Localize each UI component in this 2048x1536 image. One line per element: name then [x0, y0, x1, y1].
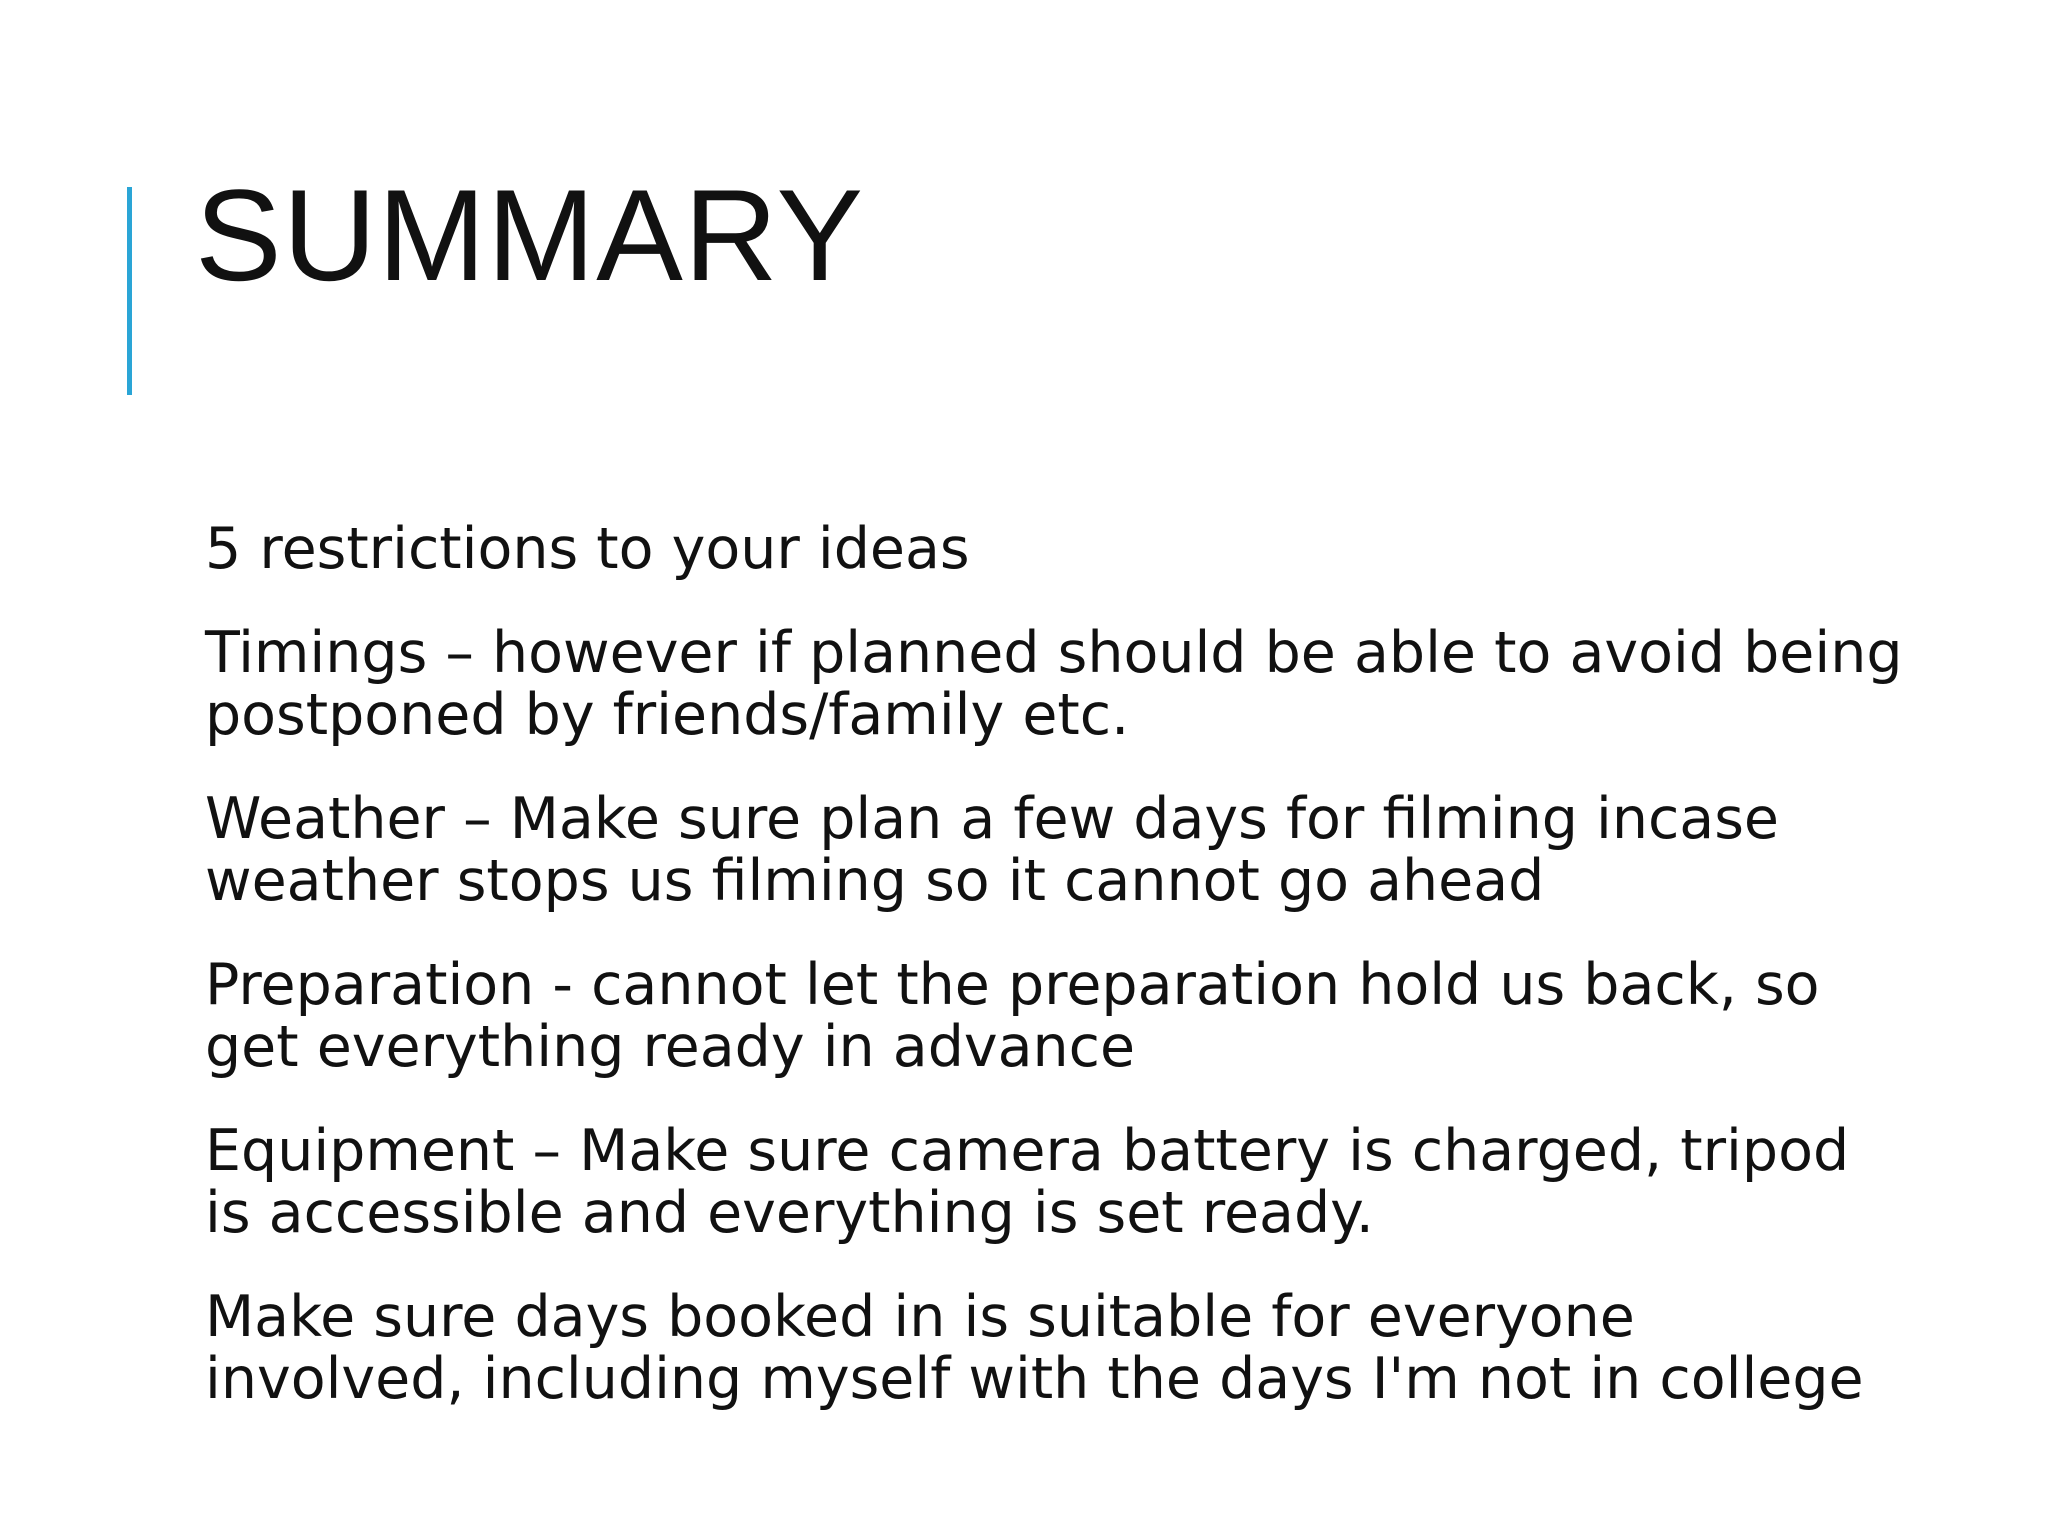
- summary-point-restrictions: 5 restrictions to your ideas: [205, 516, 970, 582]
- slide-title: SUMMARY: [195, 162, 865, 308]
- title-accent-bar: [127, 187, 132, 395]
- summary-point-preparation: Preparation - cannot let the preparation hold us back, so get everything ready in advance: [205, 952, 1820, 1080]
- summary-list: [205, 518, 1905, 1452]
- summary-point-weather: Weather – Make sure plan a few days for filming incase weather stops us filming so it cannot go ahead: [205, 786, 1779, 914]
- summary-point-timings: Timings – however if planned should be able to avoid being postponed by friends/family etc.: [205, 620, 1903, 748]
- summary-point-equipment: Equipment – Make sure camera battery is charged, tripod is accessible and everything is set ready.: [205, 1118, 1850, 1246]
- summary-point-days-booked: Make sure days booked in is suitable for everyone involved, including myself with the days I'm not in college: [205, 1284, 1864, 1412]
